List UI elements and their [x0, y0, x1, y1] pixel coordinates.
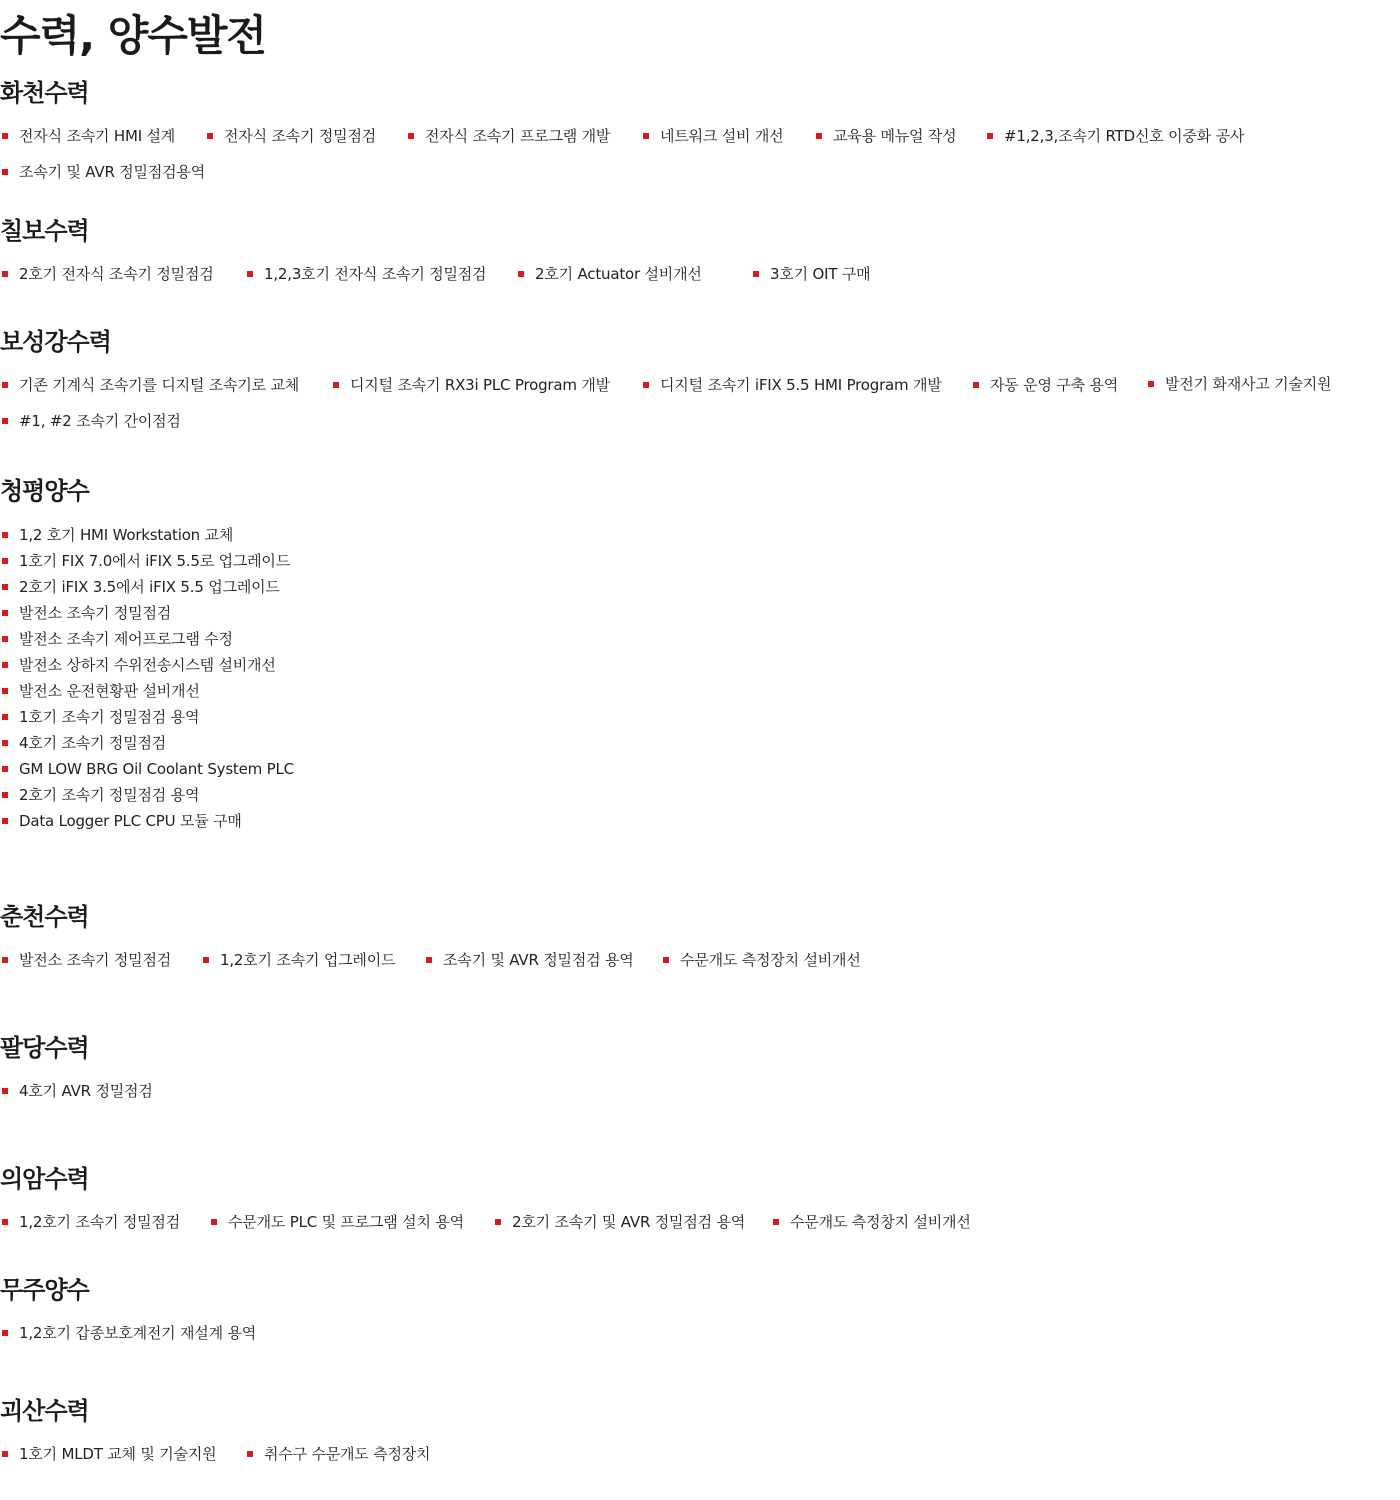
list-item — [0, 811, 242, 831]
square-bullet-icon — [2, 957, 8, 963]
square-bullet-icon — [2, 1219, 8, 1225]
list-item-label: 기존 기계식 조속기를 디지털 조속기로 교체 — [19, 376, 300, 394]
list-item — [0, 264, 214, 284]
list-item — [245, 264, 486, 284]
list-item — [751, 264, 870, 284]
list-item — [0, 629, 233, 649]
square-bullet-icon — [2, 1451, 8, 1457]
square-bullet-icon — [2, 418, 8, 424]
list-item — [985, 126, 1244, 146]
section-title: 칠보수력 — [0, 217, 89, 245]
list-item — [209, 1212, 464, 1232]
square-bullet-icon — [2, 766, 8, 772]
list-item-label: 2호기 iFIX 3.5에서 iFIX 5.5 업그레이드 — [19, 578, 280, 596]
list-item-label: 1호기 MLDT 교체 및 기술지원 — [19, 1445, 217, 1463]
square-bullet-icon — [2, 584, 8, 590]
square-bullet-icon — [518, 271, 524, 277]
square-bullet-icon — [2, 558, 8, 564]
square-bullet-icon — [211, 1219, 217, 1225]
square-bullet-icon — [816, 133, 822, 139]
list-item-label: 디지털 조속기 RX3i PLC Program 개발 — [350, 376, 610, 394]
list-item-label: 발전소 운전현황판 설비개선 — [19, 682, 200, 700]
list-item-label: 4호기 AVR 정밀점검 — [19, 1082, 153, 1100]
page-title: 수력, 양수발전 — [0, 11, 267, 60]
square-bullet-icon — [2, 818, 8, 824]
square-bullet-icon — [643, 382, 649, 388]
square-bullet-icon — [333, 382, 339, 388]
section-title: 의암수력 — [0, 1165, 89, 1193]
section-title: 괴산수력 — [0, 1397, 89, 1425]
list-item-label: #1,2,3,조속기 RTD신호 이중화 공사 — [1004, 127, 1245, 145]
square-bullet-icon — [495, 1219, 501, 1225]
list-item-label: 수문개도 PLC 및 프로그램 설치 용역 — [228, 1213, 464, 1231]
list-item-label: 전자식 조속기 정밀점검 — [224, 127, 377, 145]
list-item-label: 전자식 조속기 HMI 설계 — [19, 127, 176, 145]
list-item-label: 조속기 및 AVR 정밀점검 용역 — [443, 951, 634, 969]
list-item — [0, 707, 199, 727]
list-item — [0, 577, 280, 597]
square-bullet-icon — [1148, 381, 1154, 387]
square-bullet-icon — [973, 382, 979, 388]
list-item-label: 수문개도 측정장치 설비개선 — [680, 951, 861, 969]
list-item-label: Data Logger PLC CPU 모듈 구매 — [19, 812, 242, 830]
square-bullet-icon — [2, 714, 8, 720]
section-title: 춘천수력 — [0, 903, 89, 931]
list-item-label: 발전소 조속기 정밀점검 — [19, 951, 172, 969]
list-item-label: 조속기 및 AVR 정밀점검용역 — [19, 163, 205, 181]
square-bullet-icon — [2, 792, 8, 798]
list-item-label: 수문개도 측정창지 설비개선 — [790, 1213, 971, 1231]
list-item-label: 3호기 OIT 구매 — [770, 265, 871, 283]
square-bullet-icon — [426, 957, 432, 963]
list-item-label: 교육용 메뉴얼 작성 — [833, 127, 957, 145]
list-item — [0, 126, 175, 146]
list-item-label: 네트워크 설비 개선 — [660, 127, 784, 145]
list-item — [331, 375, 610, 395]
section-title: 청평양수 — [0, 477, 89, 505]
list-item-label: 1,2,3호기 전자식 조속기 정밀점검 — [264, 265, 487, 283]
square-bullet-icon — [753, 271, 759, 277]
list-item — [971, 375, 1118, 395]
list-item — [424, 950, 634, 970]
list-item-label: 취수구 수문개도 측정장치 — [264, 1445, 431, 1463]
list-item-label: 디지털 조속기 iFIX 5.5 HMI Program 개발 — [660, 376, 942, 394]
list-item — [516, 264, 702, 284]
list-item — [0, 1444, 216, 1464]
list-item-label: 발전기 화재사고 기술지원 — [1165, 375, 1332, 393]
square-bullet-icon — [2, 133, 8, 139]
square-bullet-icon — [247, 271, 253, 277]
square-bullet-icon — [2, 610, 8, 616]
list-item — [814, 126, 956, 146]
list-item-label: 2호기 조속기 및 AVR 정밀점검 용역 — [512, 1213, 746, 1231]
list-item — [201, 950, 395, 970]
list-item — [0, 785, 199, 805]
square-bullet-icon — [2, 169, 8, 175]
list-item-label: 2호기 조속기 정밀점검 용역 — [19, 786, 200, 804]
section-title: 보성강수력 — [0, 328, 111, 356]
list-item-label: #1, #2 조속기 간이점검 — [19, 412, 181, 430]
square-bullet-icon — [2, 271, 8, 277]
square-bullet-icon — [2, 688, 8, 694]
list-item-label: 4호기 조속기 정밀점검 — [19, 734, 167, 752]
list-item-label: 전자식 조속기 프로그램 개발 — [425, 127, 611, 145]
section-title: 팔당수력 — [0, 1034, 89, 1062]
square-bullet-icon — [408, 133, 414, 139]
list-item — [661, 950, 861, 970]
section-title: 무주양수 — [0, 1276, 89, 1304]
list-item — [406, 126, 610, 146]
square-bullet-icon — [2, 662, 8, 668]
list-item-label: GM LOW BRG Oil Coolant System PLC — [19, 760, 294, 778]
section-title: 화천수력 — [0, 79, 89, 107]
square-bullet-icon — [663, 957, 669, 963]
list-item-label: 발전소 조속기 정밀점검 — [19, 604, 172, 622]
list-item — [0, 1323, 256, 1343]
list-item — [0, 759, 294, 779]
list-item-label: 1,2 호기 HMI Workstation 교체 — [19, 526, 234, 544]
list-item — [0, 655, 276, 675]
list-item — [0, 1212, 180, 1232]
square-bullet-icon — [987, 133, 993, 139]
list-item — [0, 603, 171, 623]
square-bullet-icon — [2, 636, 8, 642]
list-item — [205, 126, 376, 146]
list-item — [0, 162, 205, 182]
list-item-label: 1,2호기 조속기 업그레이드 — [220, 951, 396, 969]
list-item-label: 자동 운영 구축 용역 — [990, 376, 1119, 394]
list-item-label: 발전소 상하지 수위전송시스템 설비개선 — [19, 656, 276, 674]
square-bullet-icon — [2, 740, 8, 746]
list-item — [0, 551, 290, 571]
list-item — [0, 411, 181, 431]
list-item — [1146, 374, 1331, 394]
square-bullet-icon — [203, 957, 209, 963]
list-item — [245, 1444, 430, 1464]
list-item-label: 1호기 조속기 정밀점검 용역 — [19, 708, 200, 726]
list-item-label: 발전소 조속기 제어프로그램 수정 — [19, 630, 233, 648]
list-item-label: 1,2호기 조속기 정밀점검 — [19, 1213, 181, 1231]
list-item — [0, 1081, 153, 1101]
list-item — [0, 525, 233, 545]
list-item — [493, 1212, 745, 1232]
list-item-label: 1호기 FIX 7.0에서 iFIX 5.5로 업그레이드 — [19, 552, 291, 570]
list-item — [0, 733, 166, 753]
square-bullet-icon — [643, 133, 649, 139]
list-item-label: 2호기 전자식 조속기 정밀점검 — [19, 265, 214, 283]
list-item — [0, 375, 299, 395]
list-item-label: 1,2호기 갑종보호계전기 재설계 용역 — [19, 1324, 257, 1342]
list-item — [641, 126, 783, 146]
square-bullet-icon — [773, 1219, 779, 1225]
list-item — [0, 950, 171, 970]
list-item-label: 2호기 Actuator 설비개선 — [535, 265, 702, 283]
square-bullet-icon — [2, 1330, 8, 1336]
list-item — [641, 375, 942, 395]
list-item — [771, 1212, 971, 1232]
square-bullet-icon — [207, 133, 213, 139]
square-bullet-icon — [2, 532, 8, 538]
square-bullet-icon — [247, 1451, 253, 1457]
list-item — [0, 681, 200, 701]
square-bullet-icon — [2, 1088, 8, 1094]
square-bullet-icon — [2, 382, 8, 388]
